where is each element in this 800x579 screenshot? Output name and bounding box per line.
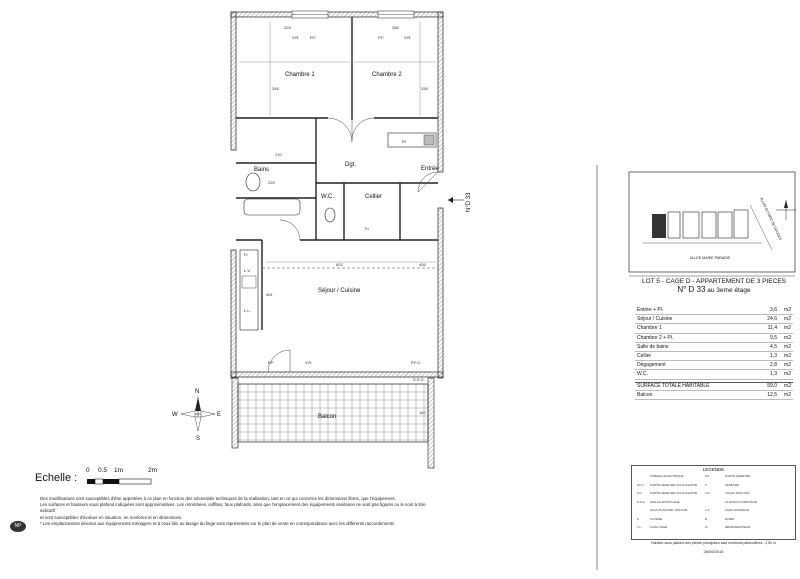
area-total-row bbox=[635, 382, 793, 391]
legend-item: PORTE FENETRE bbox=[725, 474, 751, 478]
dim-4: 338 bbox=[421, 86, 428, 91]
apartment-floor: au 3eme étage bbox=[705, 287, 751, 294]
area-label: Dégagement bbox=[637, 362, 666, 369]
area-row bbox=[635, 306, 793, 315]
annotation-pl: Pl. bbox=[402, 139, 407, 144]
legend-code: V.R. bbox=[705, 491, 711, 495]
area-row bbox=[635, 343, 793, 352]
area-label: Cellier bbox=[637, 353, 652, 360]
legend-item: PORTE FENETRE COULISSANTE bbox=[650, 491, 698, 495]
kitchen-counter bbox=[240, 250, 258, 330]
scale-mark: 1m bbox=[114, 467, 124, 474]
balcony-value: 12,5 bbox=[767, 391, 777, 398]
site-compass-icon bbox=[776, 200, 796, 220]
legend-item: FAUX-PLAFOND, SOFFITE bbox=[650, 508, 688, 512]
dim-7: 602 bbox=[336, 262, 343, 267]
scale-label: Echelle : bbox=[35, 472, 78, 484]
door-label: N°D 33 bbox=[466, 192, 472, 212]
total-label: SURFACE TOTALE HABITABLE bbox=[637, 383, 710, 390]
compass-icon bbox=[172, 389, 221, 442]
annotation-tn: Tn bbox=[364, 226, 369, 231]
annotation-lv: L.V. bbox=[244, 268, 251, 273]
dim-1: 328 bbox=[284, 25, 291, 30]
annotation-vr: V.R. bbox=[404, 35, 412, 40]
legend-item: CLOISON COMPOSITE bbox=[725, 499, 758, 504]
legend-item: VOLET ROULANT bbox=[725, 491, 750, 495]
area-row bbox=[635, 334, 793, 343]
dim-8: 406 bbox=[419, 262, 426, 267]
balcony-unit: m2 bbox=[784, 391, 791, 398]
compass-e: E bbox=[217, 412, 222, 418]
legend-code: L.V. bbox=[705, 508, 711, 512]
height-note: Hauteur sous plafond des pièces principales sauf mentions particulières : 2,50 m bbox=[651, 541, 776, 545]
total-value: 59,0 bbox=[767, 383, 777, 390]
room-entree: Entrée bbox=[421, 166, 439, 172]
disclaimer-line: Les surfaces et hauteurs sous plafond indiquées sont approximatives. Les retombées, soffites, faux plafonds, ainsi que l'emplacement des équipements sanitaires ne sont pas figurés ou le sont à titre indicatif bbox=[40, 502, 426, 514]
area-label: W.C. bbox=[637, 371, 648, 378]
area-unit: m2 bbox=[784, 343, 791, 350]
street-label-2: ALLEE MARIE PARADIS bbox=[690, 256, 731, 260]
annotation-pf: P.F. bbox=[378, 35, 385, 40]
compass-n: N bbox=[195, 389, 200, 395]
room-wc: W.C. bbox=[321, 194, 334, 200]
legend-item: FENETRE bbox=[725, 482, 740, 487]
disclaimer bbox=[40, 496, 440, 527]
legend-item: LAVE VAISSELLE bbox=[725, 508, 750, 512]
site-plan-buildings bbox=[643, 205, 772, 250]
annotation-ll: L.L. bbox=[244, 308, 251, 313]
dim-10: 182 bbox=[419, 410, 426, 415]
legend-code: Fr bbox=[705, 525, 708, 529]
area-row bbox=[635, 352, 793, 361]
area-unit: m2 bbox=[784, 325, 791, 332]
area-value: 4,5 bbox=[770, 343, 777, 350]
area-table bbox=[635, 306, 793, 400]
disclaimer-line: et sont susceptibles d'évoluer en situation, en nombres et en dimensions. bbox=[40, 514, 183, 520]
legend-code: F.C. bbox=[637, 491, 643, 495]
area-value: 9,5 bbox=[770, 334, 777, 341]
area-value: 3,6 bbox=[770, 307, 777, 314]
disclaimer-line: Des modifications sont susceptibles d'être apportées à ce plan en fonction des nécessités techniques de la réalisation, tant en ce qui concerne les dimensions libres, que l'équipement. bbox=[40, 496, 396, 501]
scale-bar bbox=[86, 478, 166, 486]
area-value: 1,3 bbox=[770, 353, 777, 360]
door-arcs bbox=[268, 118, 438, 372]
dim-9: 461 bbox=[266, 292, 273, 297]
area-value: 2,8 bbox=[770, 362, 777, 369]
plan-date: 26/09/2015 bbox=[703, 549, 724, 554]
balcony-area-row bbox=[635, 391, 793, 400]
area-unit: m2 bbox=[784, 362, 791, 369]
room-bains: Bains bbox=[254, 167, 270, 173]
annotation-vr: V.R. bbox=[292, 35, 300, 40]
dim-6: 225 bbox=[268, 180, 275, 185]
area-label: Salle de bains bbox=[637, 343, 669, 350]
dim-5: 210 bbox=[275, 152, 282, 157]
room-sejour: Séjour / Cuisine bbox=[318, 288, 361, 294]
exterior-walls bbox=[231, 12, 443, 378]
sink-icon bbox=[246, 173, 260, 191]
toilet-icon bbox=[325, 208, 335, 222]
legend-title: LEGENDE bbox=[702, 467, 725, 472]
area-label: Séjour / Cuisine bbox=[637, 316, 673, 323]
balcony-floor bbox=[238, 384, 428, 442]
area-unit: m2 bbox=[784, 353, 791, 360]
annotation-pf: P.F. bbox=[310, 35, 317, 40]
area-label: Chambre 2 + Pl. bbox=[637, 334, 674, 341]
scale-mark: 2m bbox=[148, 467, 158, 474]
brand-logo-icon: NP bbox=[10, 521, 26, 532]
room-cellier: Cellier bbox=[365, 194, 383, 200]
annotation-vr: V.R. bbox=[305, 360, 313, 365]
scale-mark: 0 bbox=[86, 467, 90, 474]
legend-code: S.S.G. bbox=[637, 499, 646, 504]
room-chambre2: Chambre 2 bbox=[372, 72, 402, 78]
area-value: 24,6 bbox=[767, 316, 777, 323]
legend-code: L.L. bbox=[637, 525, 643, 529]
balcony-label: Balcon bbox=[637, 391, 653, 398]
room-chambre1: Chambre 1 bbox=[285, 72, 315, 78]
legend-code: P.F.C. bbox=[637, 482, 645, 487]
annotation-pf: P.F. bbox=[268, 360, 275, 365]
area-label: Chambre 1 bbox=[637, 325, 662, 332]
apartment-title-line2 bbox=[635, 285, 793, 294]
dim-3: 348 bbox=[272, 86, 279, 91]
legend-item: EVIER bbox=[725, 516, 735, 521]
room-dgt: Dgt. bbox=[345, 162, 357, 168]
legend-code: F bbox=[705, 482, 707, 487]
bathtub-icon bbox=[244, 199, 300, 215]
area-row bbox=[635, 361, 793, 370]
annotation-pfc: P.F.C. bbox=[411, 360, 422, 365]
area-row bbox=[635, 370, 793, 379]
legend-item: GRILLE SOUFFLAGE bbox=[650, 499, 680, 504]
apartment-number: N° D 33 bbox=[677, 285, 706, 294]
area-value: 11,4 bbox=[767, 325, 777, 332]
scale-mark: 0.5 bbox=[98, 467, 108, 474]
legend-item: LAVE LINGE bbox=[650, 525, 668, 529]
apartment-title-line1: LOT 5 - CAGE D - APPARTEMENT DE 3 PIECES bbox=[641, 278, 786, 285]
legend-item: REFRIGERATEUR bbox=[725, 525, 751, 529]
area-label: Entrée + Pl. bbox=[637, 307, 664, 314]
street-label-1: ALLEE OLYMPE DE GOUGES bbox=[759, 196, 783, 241]
area-unit: m2 bbox=[784, 334, 791, 341]
annotation-ssg: S.S.G. bbox=[413, 377, 425, 382]
interior-walls bbox=[236, 17, 438, 330]
area-unit: m2 bbox=[784, 371, 791, 378]
legend-item: CUISINE bbox=[650, 516, 663, 521]
apartment-title bbox=[635, 278, 793, 294]
annotation-fr: Fr bbox=[244, 252, 248, 257]
legend-code: P.F. bbox=[705, 474, 710, 478]
compass-w: W bbox=[172, 412, 178, 418]
dim-2: 288 bbox=[392, 25, 399, 30]
compass-s: S bbox=[196, 436, 201, 442]
disclaimer-line: * Les emplacements dévolus aux équipements ménagers et à ceux liés au lavage du linge sont représentés sur le plan de vente en correspondance avec les différents raccordements bbox=[40, 520, 395, 526]
area-value: 1,3 bbox=[770, 371, 777, 378]
legend-item: TABLEAU ELECTRIQUE bbox=[650, 474, 684, 478]
area-row bbox=[635, 324, 793, 333]
area-unit: m2 bbox=[784, 307, 791, 314]
total-unit: m2 bbox=[784, 383, 791, 390]
legend-item: PORTE FENETRE COULISSANTE bbox=[650, 482, 698, 487]
legend-code: E bbox=[705, 516, 708, 521]
area-unit: m2 bbox=[784, 316, 791, 323]
area-row bbox=[635, 315, 793, 324]
legend-code: C bbox=[637, 516, 640, 521]
apartment-number-marker bbox=[448, 192, 472, 212]
room-balcon: Balcon bbox=[318, 414, 337, 420]
